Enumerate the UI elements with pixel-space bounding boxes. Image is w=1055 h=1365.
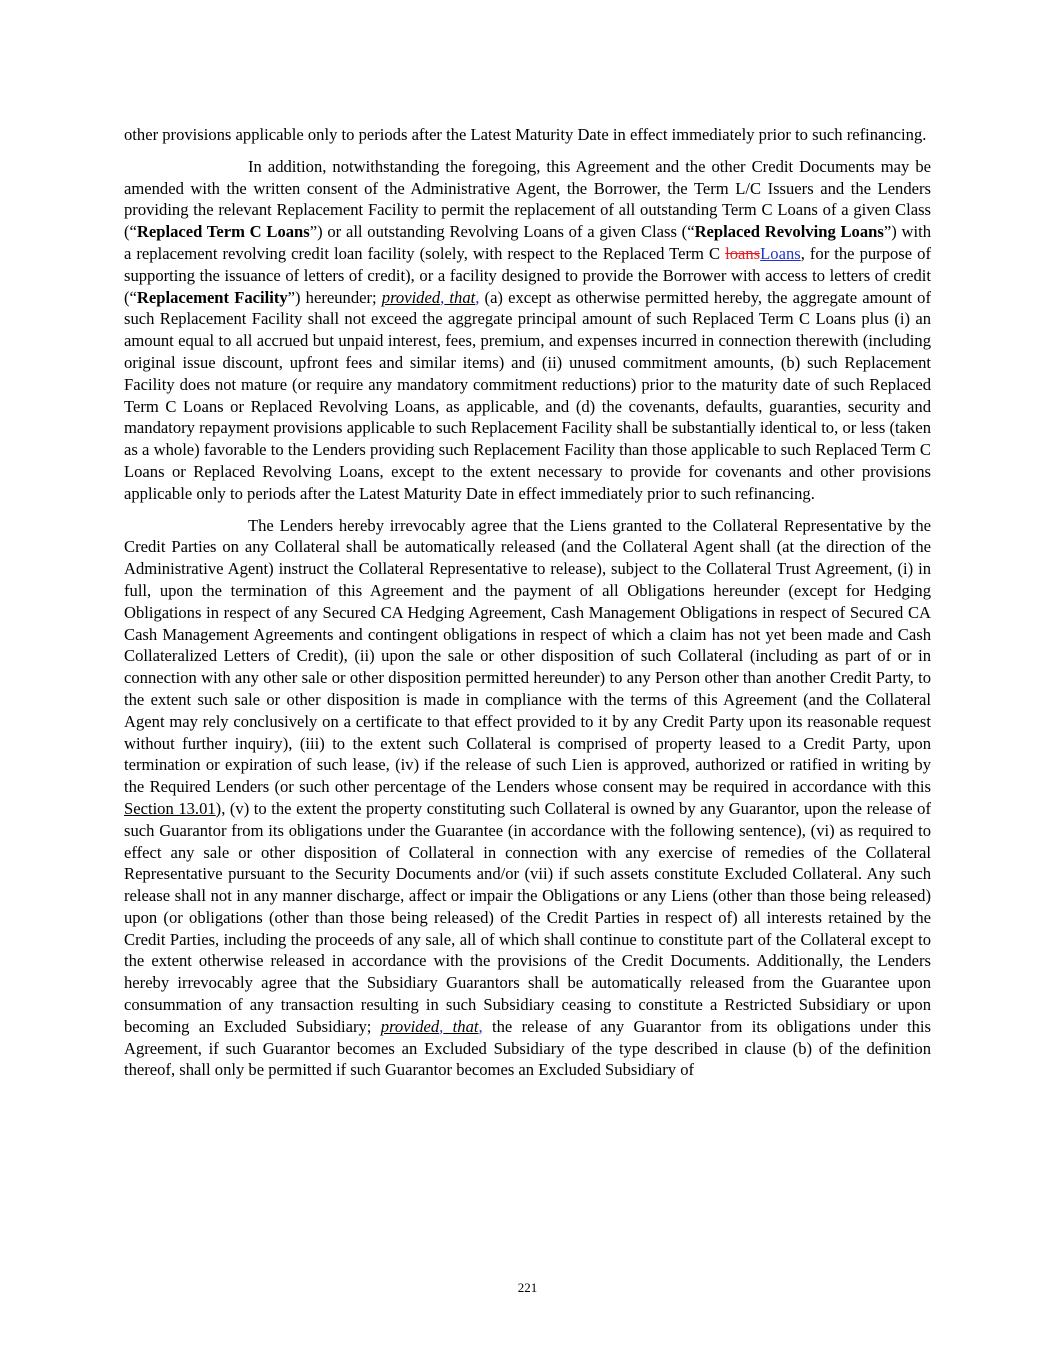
deleted-text-loans: loans	[725, 243, 761, 263]
p2-text-1: In addition, notwithstanding the foregoing, this Agreement and the other Credit Documents may be amended with the written consent of the Administrative Agent, the Borrower, the Term L/C Issuers and the Lenders providing the relevant Replacement Facility to permit the replacement of all outstanding Term C Loans of a given Class (“	[124, 156, 931, 242]
proviso-provided-2: provided	[380, 1016, 440, 1036]
p3-text-3: the release of any Guarantor from its obligations under this Agreement, if such Guarantor becomes an Excluded Subsidiary of the type described in clause (b) of the definition thereof, shall only be permitted if such Guarantor becomes an Excluded Subsidiary of	[124, 1016, 931, 1080]
inserted-comma-3: ,	[439, 1016, 444, 1036]
p3-text-2: ), (v) to the extent the property constituting such Collateral is owned by any Guarantor, upon the release of such Guarantor from its obligations under the Guarantee (in accordance with the following sentence), (vi) as required to effect any sale or other disposition of Collateral in connection with any exercise of remedies of the Collateral Representative pursuant to the Security Documents and/or (vii) if such assets constitute Excluded Collateral. Any such release shall not in any manner discharge, affect or impair the Obligations or any Liens (other than those being released) upon (or obligations (other than those being released) of the Credit Parties in respect of) all interests retained by the Credit Parties, including the proceeds of any sale, all of which shall continue to constitute part of the Collateral except to the extent otherwise released in accordance with the provisions of the Credit Documents. Additionally, the Lenders hereby irrevocably agree that the Subsidiary Guarantors shall be automatically released from the Guarantee upon consummation of any transaction resulting in such Subsidiary ceasing to constitute a Restricted Subsidiary or upon becoming an Excluded Subsidiary;	[124, 798, 931, 1036]
document-body	[124, 124, 931, 1091]
proviso-that: that	[444, 287, 476, 307]
p2-text-6: (a) except as otherwise permitted hereby, the aggregate amount of such Replacement Facility shall not exceed the aggregate principal amount of such Replaced Term C Loans plus (i) an amount equal to all accrued but unpaid interest, fees, premium, and expenses incurred in connection therewith (including original issue discount, upfront fees and similar items) and (ii) unused commitment amounts, (b) such Replacement Facility does not mature (or require any mandatory commitment reductions) prior to the maturity date of such Replaced Term C Loans or Replaced Revolving Loans, as applicable, and (d) the covenants, defaults, guaranties, security and mandatory repayment provisions applicable to such Replacement Facility shall be substantially identical to, or less (taken as a whole) favorable to the Lenders providing such Replacement Facility than those applicable to such Replaced Term C Loans or Replaced Revolving Loans, except to the extent necessary to provide for covenants and other provisions applicable only to periods after the Latest Maturity Date in effect immediately prior to such refinancing.	[124, 287, 931, 503]
proviso-that-2: that	[443, 1016, 479, 1036]
p2-text-5: ”) hereunder;	[287, 287, 382, 307]
p3-text-1: The Lenders hereby irrevocably agree that the Liens granted to the Collateral Representative by the Credit Parties on any Collateral shall be automatically released (and the Collateral Agent shall (at the direction of the Administrative Agent) instruct the Collateral Representative to release), subject to the Collateral Trust Agreement, (i) in full, upon the termination of this Agreement and the payment of all Obligations hereunder (except for Hedging Obligations in respect of any Secured CA Hedging Agreement, Cash Management Obligations in respect of Secured CA Cash Management Agreements and contingent obligations in respect of which a claim has not yet been made and Cash Collateralized Letters of Credit), (ii) upon the sale or other disposition of such Collateral (including as part of or in connection with any other sale or other disposition permitted hereunder) to any Person other than another Credit Party, to the extent such sale or other disposition is made in compliance with the terms of this Agreement (and the Collateral Agent may rely conclusively on a certificate to that effect provided to it by any Credit Party upon its reasonable request without further inquiry), (iii) to the extent such Collateral is comprised of property leased to a Credit Party, upon termination or expiration of such lease, (iv) if the release of such Lien is approved, authorized or ratified in writing by the Required Lenders (or such other percentage of the Lenders whose consent may be required in accordance with this	[124, 515, 931, 797]
p2-text-4: , for the purpose of supporting the issuance of letters of credit), or a facility designed to provide the Borrower with access to letters of credit (“	[124, 243, 931, 307]
p2-text-2: ”) or all outstanding Revolving Loans of a given Class (“	[309, 222, 695, 242]
proviso-provided: provided	[381, 287, 441, 307]
section-reference-link: Section 13.01	[124, 798, 216, 818]
paragraph-2	[124, 156, 931, 505]
defined-term-replaced-revolving-loans: Replaced Revolving Loans	[694, 222, 884, 242]
inserted-comma-1: ,	[440, 287, 445, 307]
page-number: 221	[517, 1280, 538, 1295]
inserted-text-loans: Loans	[760, 243, 801, 263]
p2-text-3: ”) with a replacement revolving credit loan facility (solely, with respect to the Replaced Term C	[124, 222, 931, 263]
inserted-comma-2: ,	[475, 287, 480, 307]
defined-term-replaced-term-c-loans: Replaced Term C Loans	[136, 222, 310, 242]
defined-term-replacement-facility: Replacement Facility	[136, 287, 288, 307]
paragraph-1	[124, 124, 931, 146]
paragraph-1-text: other provisions applicable only to periods after the Latest Maturity Date in effect immediately prior to such refinancing.	[124, 125, 927, 144]
paragraph-3	[124, 515, 931, 1082]
inserted-comma-4: ,	[478, 1016, 483, 1036]
